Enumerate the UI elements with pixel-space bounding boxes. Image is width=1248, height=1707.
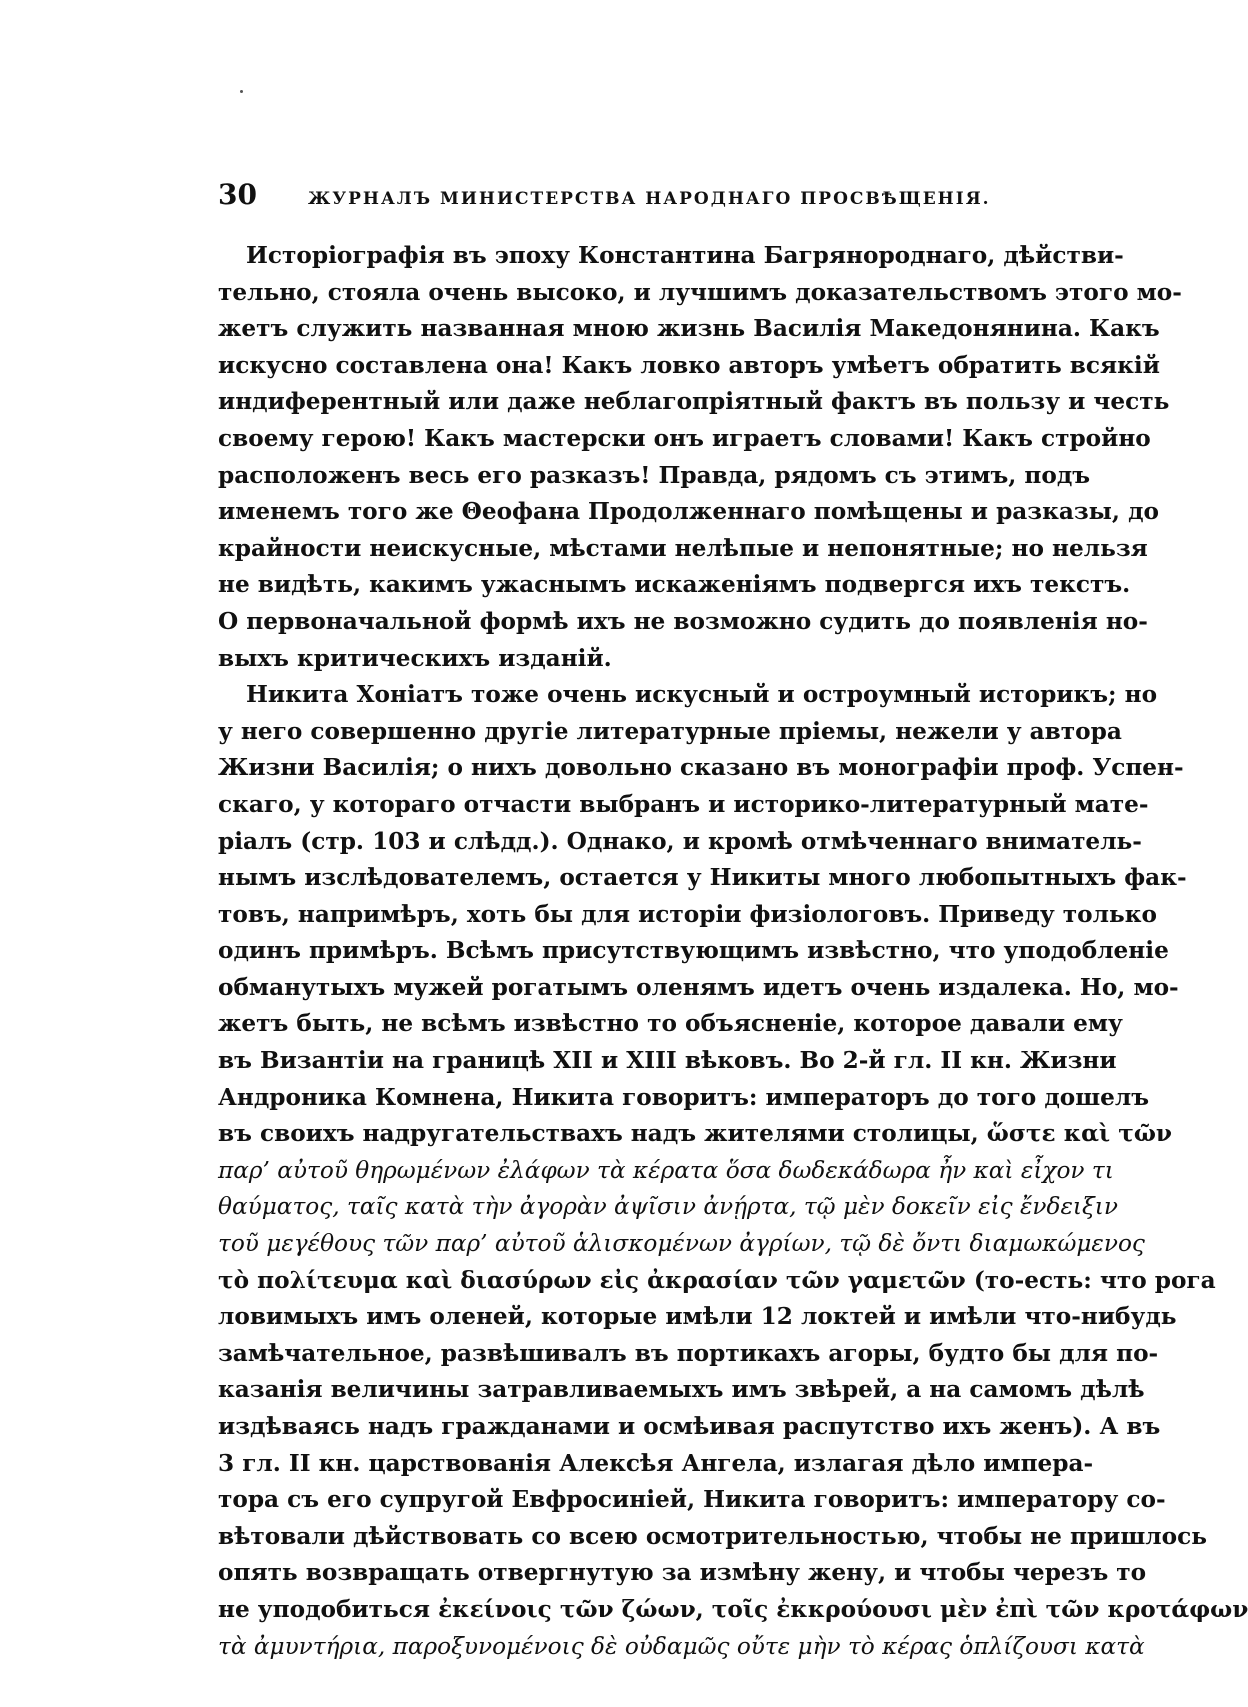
- text-line-greek: παρ’ αὐτοῦ θηρωμένων ἐλάφων τὰ κέρατα ὅσα δωδεκάδωρα ἦν καὶ εἶχον τι: [218, 1156, 1114, 1184]
- text-line: тора съ его супругой Евфросиніей, Никита говоритъ: императору со-: [218, 1486, 1166, 1514]
- running-head: [218, 178, 1008, 218]
- body-text: [218, 238, 1248, 1665]
- page-content: [218, 178, 1248, 1665]
- text-line-greek: τοῦ μεγέθους τῶν παρ’ αὐτοῦ ἁλισκομένων ἀγρίων, τῷ δὲ ὄντι διαμωκώμενος: [218, 1230, 1145, 1258]
- text-line: Исторіографія въ эпоху Константина Багрянороднаго, дѣйстви-: [246, 242, 1124, 269]
- text-line: Андроника Комнена, Никита говоритъ: императоръ до того дошелъ: [218, 1083, 1150, 1111]
- text-line: въ Византіи на границѣ XII и XIII вѣковъ. Во 2-й гл. II кн. Жизни: [218, 1047, 1117, 1075]
- text-line: въ своихъ надругательствахъ надъ жителями столицы, ὥστε καὶ τῶν: [218, 1120, 1172, 1148]
- text-line: обманутыхъ мужей рогатымъ оленямъ идетъ очень издалека. Но, мо-: [218, 973, 1179, 1001]
- journal-title: ЖУРНАЛЪ МИНИСТЕРСТВА НАРОДНАГО ПРОСВѢЩЕНІЯ.: [308, 189, 991, 209]
- paragraph-1: [218, 238, 1182, 677]
- text-line: ріалъ (стр. 103 и слѣдд.). Однако, и кромѣ отмѣченнаго вниматель-: [218, 827, 1142, 855]
- page-number: 30: [218, 178, 257, 211]
- text-line: тельно, стояла очень высоко, и лучшимъ доказательствомъ этого мо-: [218, 278, 1182, 306]
- text-line: казанія величины затравливаемыхъ имъ звѣрей, а на самомъ дѣлѣ: [218, 1376, 1145, 1404]
- text-line: не видѣть, какимъ ужаснымъ искаженіямъ подвергся ихъ текстъ.: [218, 571, 1131, 599]
- text-line: τὸ πολίτευμα καὶ διασύρων εἰς ἀκρασίαν τῶν γαμετῶν (то-есть: что рога: [218, 1266, 1216, 1294]
- paragraph-2: [218, 677, 1248, 1665]
- text-line: товъ, напримѣръ, хоть бы для исторіи физіологовъ. Приведу только: [218, 900, 1157, 928]
- text-line: расположенъ весь его разказъ! Правда, рядомъ съ этимъ, подъ: [218, 461, 1091, 489]
- text-line: скаго, у котораго отчасти выбранъ и историко-литературный мате-: [218, 790, 1149, 818]
- text-line: Никита Хоніатъ тоже очень искусный и остроумный историкъ; но: [246, 681, 1158, 709]
- text-line: у него совершенно другіе литературные пріемы, нежели у автора: [218, 717, 1122, 745]
- text-line-greek: τὰ ἀμυντήρια, παροξυνομένοις δὲ οὐδαμῶς οὔτε μὴν τὸ κέρας ὁπλίζουσι κατὰ: [218, 1632, 1145, 1660]
- text-line: вѣтовали дѣйствовать со всею осмотрительностью, чтобы не пришлось: [218, 1522, 1207, 1550]
- text-line: жетъ служить названная мною жизнь Василія Македонянина. Какъ: [218, 315, 1160, 343]
- text-line: нымъ изслѣдователемъ, остается у Никиты много любопытныхъ фак-: [218, 864, 1187, 892]
- text-line: крайности неискусные, мѣстами нелѣпые и непонятные; но нельзя: [218, 534, 1148, 562]
- text-line: индиферентный или даже неблагопріятный фактъ въ пользу и честь: [218, 388, 1170, 416]
- text-line: О первоначальной формѣ ихъ не возможно судить до появленія но-: [218, 607, 1148, 635]
- text-line: ловимыхъ имъ оленей, которые имѣли 12 локтей и имѣли что-нибудь: [218, 1303, 1177, 1331]
- text-line: издѣваясь надъ гражданами и осмѣивая распутство ихъ женъ). А въ: [218, 1413, 1161, 1440]
- text-line-greek: θαύματος, ταῖς κατὰ τὴν ἀγορὰν ἀψῖσιν ἀνῄρτα, τῷ μὲν δοκεῖν εἰς ἔνδειξιν: [218, 1193, 1118, 1221]
- text-line: опять возвращать отвергнутую за измѣну жену, и чтобы черезъ то: [218, 1559, 1147, 1587]
- text-line: выхъ критическихъ изданій.: [218, 644, 612, 672]
- text-line: искусно составлена она! Какъ ловко авторъ умѣетъ обратить всякій: [218, 351, 1160, 379]
- text-line: жетъ быть, не всѣмъ извѣстно то объясненіе, которое давали ему: [218, 1010, 1123, 1038]
- text-line: замѣчательное, развѣшивалъ въ портикахъ агоры, будто бы для по-: [218, 1339, 1159, 1367]
- text-line: одинъ примѣръ. Всѣмъ присутствующимъ извѣстно, что уподобленіе: [218, 937, 1169, 965]
- text-line: именемъ того же Θеофана Продолженнаго помѣщены и разказы, до: [218, 498, 1159, 526]
- ink-speck: [240, 90, 243, 93]
- text-line: Жизни Василія; о нихъ довольно сказано въ монографіи проф. Успен-: [218, 754, 1184, 782]
- text-line: 3 гл. II кн. царствованія Алексѣя Ангела, излагая дѣло импера-: [218, 1449, 1094, 1477]
- text-line: не уподобиться ἐκείνοις τῶν ζώων, τοῖς ἐκκρούουσι μὲν ἐπὶ τῶν κροτάφων: [218, 1595, 1248, 1623]
- text-line: своему герою! Какъ мастерски онъ играетъ словами! Какъ стройно: [218, 424, 1151, 452]
